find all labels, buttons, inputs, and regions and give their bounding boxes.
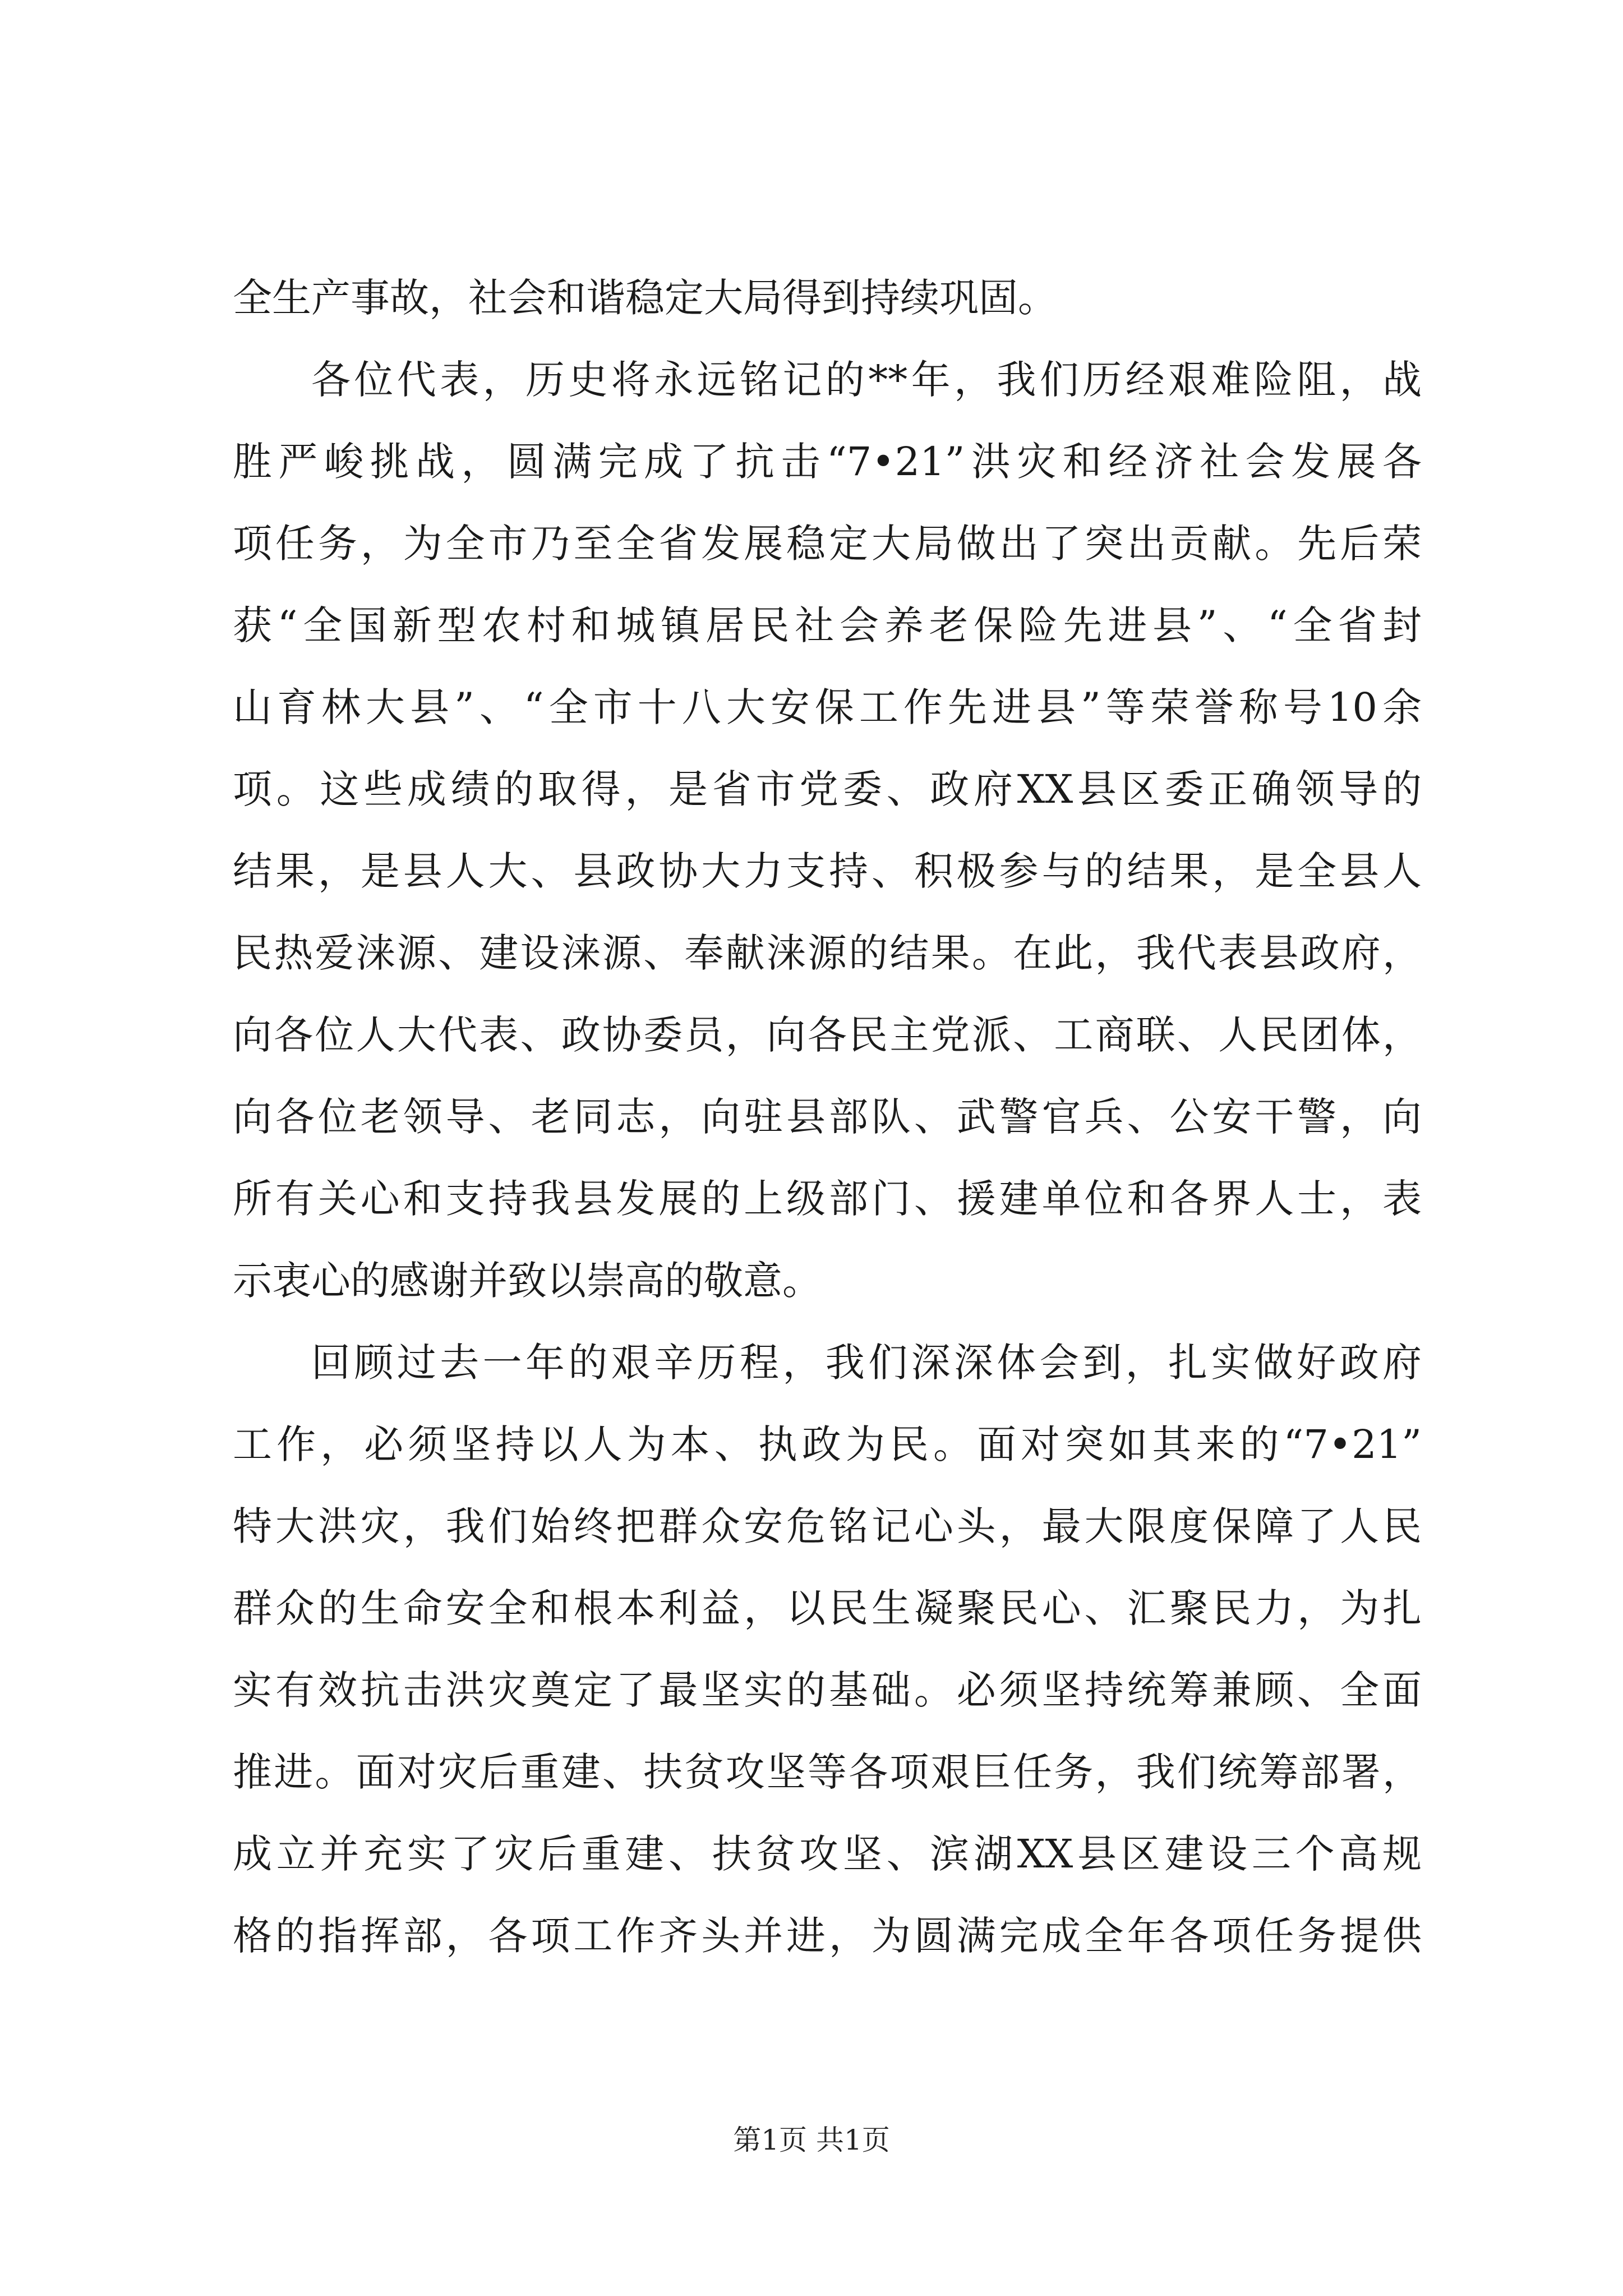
text-line: 山育林大县”、“全市十八大安保工作先进县”等荣誉称号10余 <box>233 684 1422 730</box>
text-line: 胜严峻挑战，圆满完成了抗击“7•21”洪灾和经济社会发展各 <box>233 439 1422 485</box>
text-line: 各位代表，历史将永远铭记的**年，我们历经艰难险阻，战 <box>311 357 1422 403</box>
text-line: 向各位人大代表、政协委员，向各民主党派、工商联、人民团体， <box>233 1012 1422 1058</box>
text-line: 特大洪灾，我们始终把群众安危铭记心头，最大限度保障了人民 <box>233 1503 1422 1549</box>
text-line: 工作，必须坚持以人为本、执政为民。面对突如其来的“7•21” <box>233 1421 1422 1467</box>
text-line: 项。这些成绩的取得，是省市党委、政府XX县区委正确领导的 <box>233 766 1422 812</box>
text-line: 结果，是县人大、县政协大力支持、积极参与的结果，是全县人 <box>233 848 1422 894</box>
text-line: 群众的生命安全和根本利益，以民生凝聚民心、汇聚民力，为扎 <box>233 1585 1422 1631</box>
text-line: 获“全国新型农村和城镇居民社会养老保险先进县”、“全省封 <box>233 602 1422 648</box>
text-line: 实有效抗击洪灾奠定了最坚实的基础。必须坚持统筹兼顾、全面 <box>233 1667 1422 1713</box>
text-line: 回顾过去一年的艰辛历程，我们深深体会到，扎实做好政府 <box>311 1340 1422 1386</box>
text-line: 所有关心和支持我县发展的上级部门、援建单位和各界人士，表 <box>233 1176 1422 1222</box>
text-line: 成立并充实了灾后重建、扶贫攻坚、滨湖XX县区建设三个高规 <box>233 1831 1422 1877</box>
text-line: 推进。面对灾后重建、扶贫攻坚等各项艰巨任务，我们统筹部署， <box>233 1749 1422 1795</box>
text-line: 项任务，为全市乃至全省发展稳定大局做出了突出贡献。先后荣 <box>233 521 1422 567</box>
text-line: 全生产事故，社会和谐稳定大局得到持续巩固。 <box>233 275 1057 321</box>
text-line: 向各位老领导、老同志，向驻县部队、武警官兵、公安干警，向 <box>233 1094 1422 1140</box>
text-line: 格的指挥部，各项工作齐头并进，为圆满完成全年各项任务提供 <box>233 1913 1422 1959</box>
page-number-label: 第1页 共1页 <box>733 2124 890 2156</box>
text-line: 示衷心的感谢并致以崇高的敬意。 <box>233 1258 822 1304</box>
text-line: 民热爱涞源、建设涞源、奉献涞源的结果。在此，我代表县政府， <box>233 930 1422 976</box>
page-footer <box>0 2123 1623 2157</box>
document-body <box>233 257 1422 1977</box>
